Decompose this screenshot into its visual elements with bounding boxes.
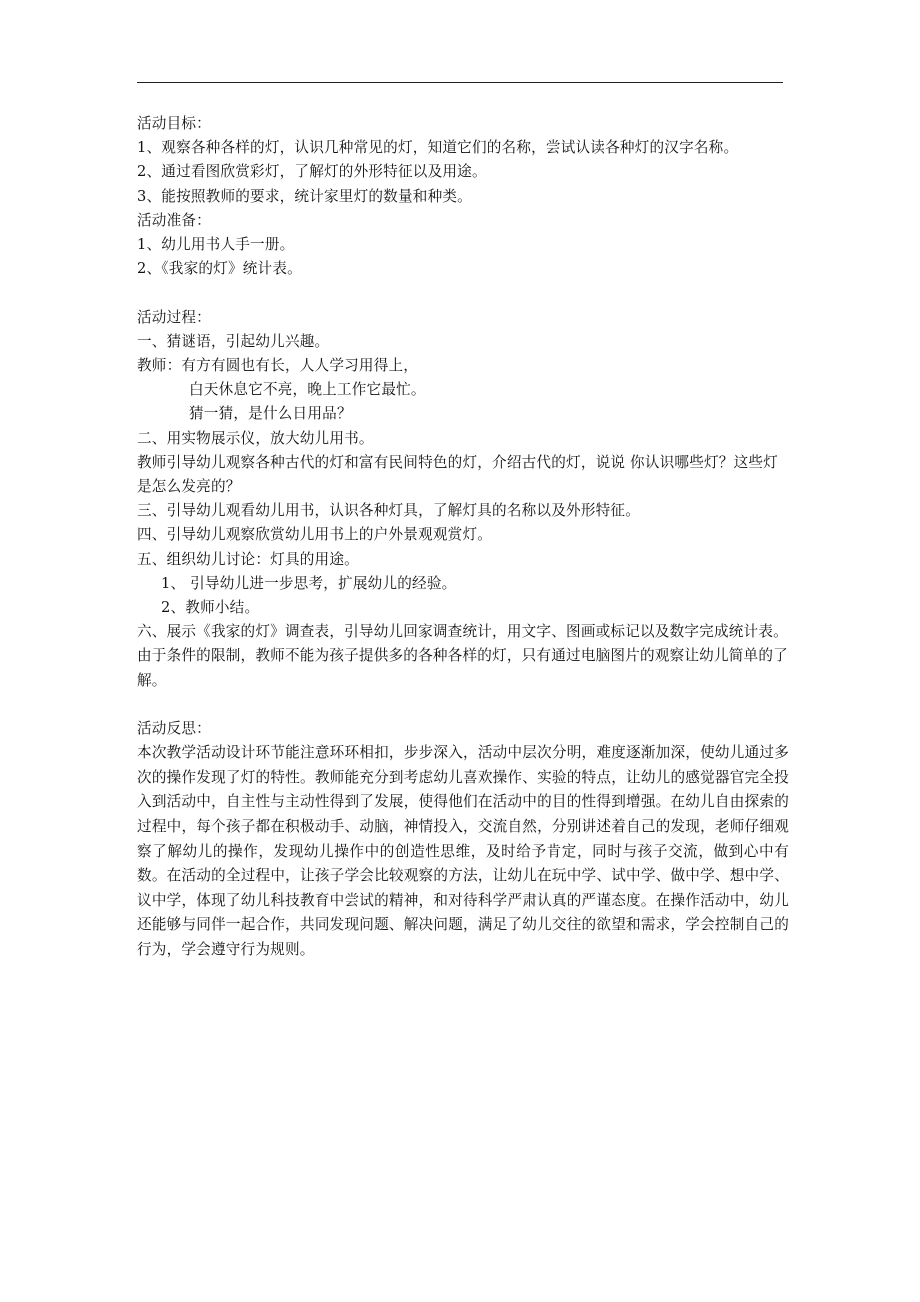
preparation-section (137, 209, 789, 282)
process-step-2: 二、用实物展示仪，放大幼儿用书。 (137, 429, 374, 447)
process-section (137, 306, 789, 693)
riddle-line-3: 猜一猜，是什么日用品？ (189, 405, 352, 423)
blank-line (137, 281, 789, 305)
process-step-5-sub-1: 1、 引导幼儿进一步思考，扩展幼儿的经验。 (161, 574, 457, 592)
process-step-1: 一、猜谜语，引起幼儿兴趣。 (137, 332, 330, 350)
reflection-heading: 活动反思： (137, 720, 211, 738)
goals-section (137, 112, 789, 209)
blank-line (137, 693, 789, 717)
process-step-3: 三、引导幼儿观看幼儿用书，认识各种灯具，了解灯具的名称以及外形特征。 (137, 502, 640, 520)
goal-item: 2、通过看图欣赏彩灯，了解灯的外形特征以及用途。 (137, 163, 487, 181)
preparation-item: 2、《我家的灯》统计表。 (137, 260, 302, 278)
goal-item: 1、观察各种各样的灯，认识几种常见的灯，知道它们的名称，尝试认读各种灯的汉字名称。 (137, 139, 739, 157)
document-body (137, 112, 789, 963)
process-step-5-sub-2: 2、教师小结。 (161, 599, 260, 617)
process-step-4: 四、引导幼儿观察欣赏幼儿用书上的户外景观观赏灯。 (137, 526, 493, 544)
process-step-2-detail: 教师引导幼儿观察各种古代的灯和富有民间特色的灯，介绍古代的灯，说说 你认识哪些灯？这些灯是怎么发亮的？ (137, 453, 778, 496)
header-rule (137, 82, 783, 83)
riddle-line-1: 教师：有方有圆也有长，人人学习用得上， (137, 357, 419, 375)
preparation-heading: 活动准备： (137, 211, 211, 229)
reflection-section (137, 717, 789, 963)
preparation-item: 1、幼儿用书人手一册。 (137, 236, 295, 254)
reflection-body: 本次教学活动设计环节能注意环环相扣，步步深入，活动中层次分明，难度逐渐加深，使幼儿通过多次的操作发现了灯的特性。教师能充分到考虑幼儿喜欢操作、实验的特点，让幼儿的感觉器官完全投入到活动中，自主性与主动性得到了发展，使得他们在活动中的目的性得到增强。在幼儿自由探索的过程中，每个孩子都在积极动手、动脑，神情投入，交流自然，分别讲述着自己的发现，老师仔细观察了解幼儿的操作，发现幼儿操作中的创造性思维，及时给予肯定，同时与孩子交流，做到心中有数。在活动的全过程中，让孩子学会比较观察的方法，让幼儿在玩中学、试中学、做中学、想中学、议中学，体现了幼儿科技教育中尝试的精神，和对待科学严肃认真的严谨态度。在操作活动中，幼儿还能够与同伴一起合作，共同发现问题、解决问题，满足了幼儿交往的欲望和需求，学会控制自己的行为，学会遵守行为规则。 (137, 744, 789, 958)
goals-heading: 活动目标： (137, 115, 211, 132)
process-step-6: 六、展示《我家的灯》调查表，引导幼儿回家调查统计，用文字、图画或标记以及数字完成统计表。 (137, 623, 788, 641)
riddle-line-2: 白天休息它不亮，晚上工作它最忙。 (189, 381, 426, 399)
process-step-5: 五、组织幼儿讨论：灯具的用途。 (137, 550, 359, 568)
process-heading: 活动过程： (137, 308, 211, 326)
goal-item: 3、能按照教师的要求，统计家里灯的数量和种类。 (137, 187, 472, 205)
process-note: 由于条件的限制，教师不能为孩子提供多的各种各样的灯，只有通过电脑图片的观察让幼儿简单的了解。 (137, 647, 788, 689)
